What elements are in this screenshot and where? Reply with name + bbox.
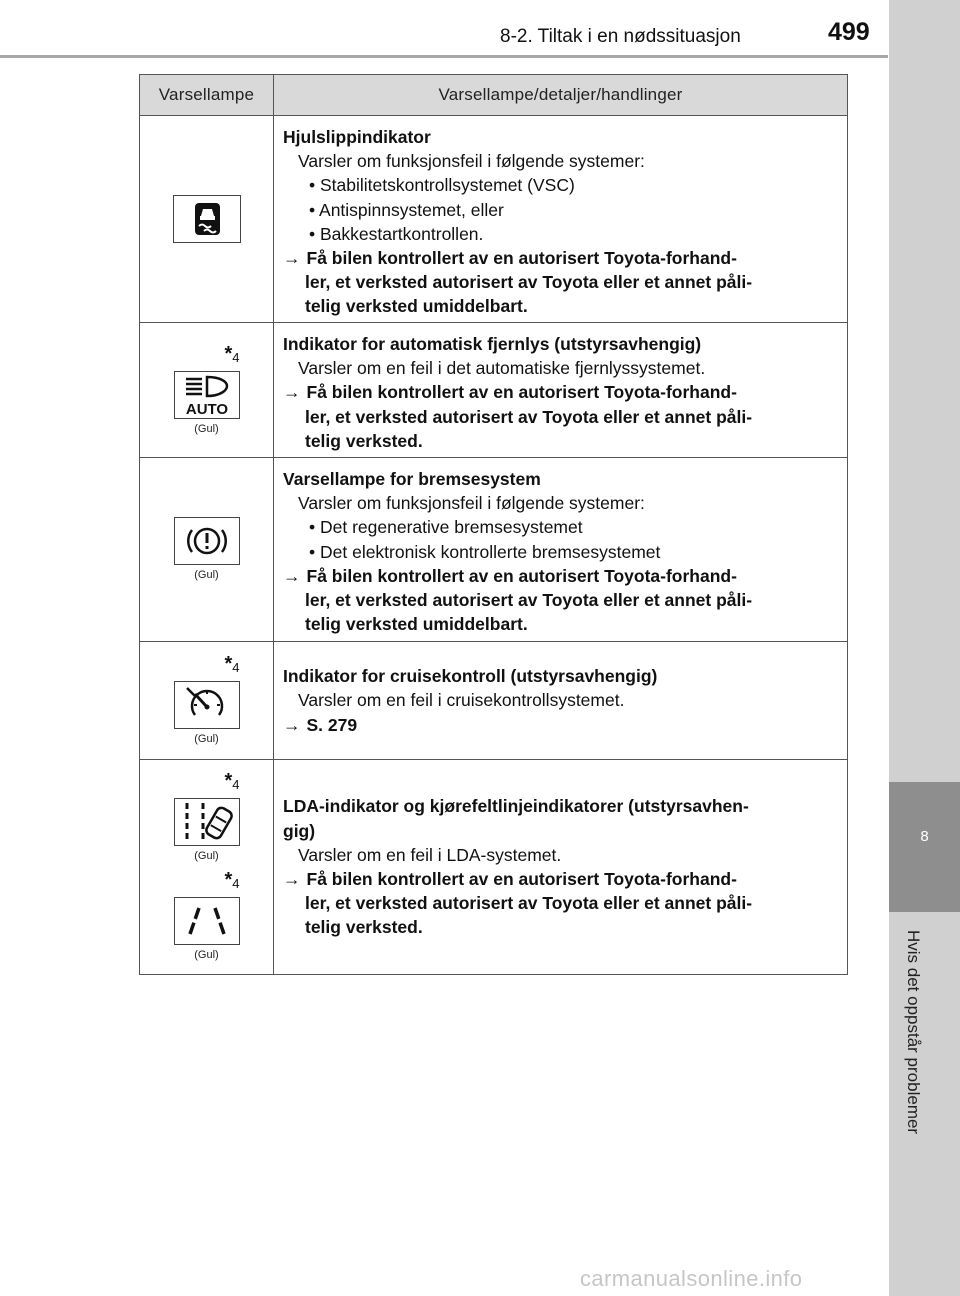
footnote-marker: $*_4$ xyxy=(224,342,240,365)
footnote-marker: $*_4$ xyxy=(224,869,240,891)
page-number: 499 xyxy=(828,18,870,46)
action-line: ler, et verksted autorisert av Toyota eller et annet påli- xyxy=(305,893,753,914)
lda-indicator-icon xyxy=(174,798,240,846)
header-divider xyxy=(0,55,888,58)
action-line: telig verksted umiddelbart. xyxy=(305,614,528,635)
action-line: telig verksted umiddelbart. xyxy=(305,296,528,317)
list-item: • Stabilitetskontrollsystemet (VSC) xyxy=(309,175,575,196)
arrow-icon: → xyxy=(283,565,301,586)
footnote-marker: $*_4$ xyxy=(224,653,240,675)
row-intro: Varsler om funksjonsfeil i følgende systemer: xyxy=(298,151,645,172)
chapter-number: 8 xyxy=(920,828,929,845)
lamp-cell xyxy=(140,642,274,760)
action-line xyxy=(283,867,837,891)
table-row xyxy=(140,760,848,975)
action-line xyxy=(283,380,837,404)
footnote-marker: $*_4$ xyxy=(224,770,240,792)
list-item: • Det regenerative bremsesystemet xyxy=(309,517,583,538)
description-cell xyxy=(274,760,848,975)
lane-lines-icon xyxy=(174,897,240,945)
action-text: Få bilen kontrollert av en autorisert Toyota-forhand- xyxy=(306,248,737,269)
table-header-row xyxy=(140,75,848,116)
chapter-title: Hvis det oppstår problemer xyxy=(904,930,923,1135)
lamp-cell xyxy=(140,323,274,458)
table-row xyxy=(140,116,848,323)
row-title: Indikator for cruisekontroll (utstyrsavhengig) xyxy=(283,666,658,687)
action-line: ler, et verksted autorisert av Toyota eller et annet påli- xyxy=(305,590,753,611)
action-line xyxy=(283,246,837,270)
skid-indicator-icon xyxy=(173,195,241,243)
action-line: telig verksted. xyxy=(305,917,423,938)
color-label: (Gul) xyxy=(194,733,219,745)
brake-system-icon xyxy=(174,517,240,565)
column-header-lamp: Varsellampe xyxy=(140,75,274,116)
row-title: gig) xyxy=(283,820,316,841)
svg-text:AUTO: AUTO xyxy=(185,400,228,418)
table-row xyxy=(140,458,848,642)
color-label: (Gul) xyxy=(194,850,219,862)
description-cell xyxy=(274,642,848,760)
row-title: LDA-indikator og kjørefeltlinjeindikatorer (utstyrsavhen- xyxy=(283,796,749,817)
lamp-cell xyxy=(140,116,274,323)
auto-high-beam-icon xyxy=(174,371,240,419)
section-title: 8-2. Tiltak i en nødssituasjon xyxy=(500,26,741,47)
lamp-cell xyxy=(140,458,274,642)
arrow-icon: → xyxy=(283,869,301,889)
arrow-icon: → xyxy=(283,714,301,735)
page-reference: S. 279 xyxy=(306,714,358,735)
warning-lamp-table xyxy=(139,74,848,975)
arrow-icon: → xyxy=(283,382,301,403)
action-line xyxy=(283,564,837,588)
action-text: Få bilen kontrollert av en autorisert Toyota-forhand- xyxy=(306,382,737,403)
color-label: (Gul) xyxy=(194,568,219,581)
column-header-details: Varsellampe/detaljer/handlinger xyxy=(274,75,848,116)
action-line: ler, et verksted autorisert av Toyota eller et annet påli- xyxy=(305,406,753,427)
watermark: carmanualsonline.info xyxy=(580,1266,803,1291)
action-line xyxy=(283,713,837,737)
list-item: • Det elektronisk kontrollerte bremsesystemet xyxy=(309,541,661,562)
color-label: (Gul) xyxy=(194,422,219,435)
list-item: • Bakkestartkontrollen. xyxy=(309,223,484,244)
cruise-control-icon xyxy=(174,681,240,729)
description-cell xyxy=(274,116,848,323)
row-title: Indikator for automatisk fjernlys (utstyrsavhengig) xyxy=(283,334,702,354)
description-cell xyxy=(274,323,848,458)
arrow-icon: → xyxy=(283,248,301,269)
action-text: Få bilen kontrollert av en autorisert Toyota-forhand- xyxy=(306,565,737,586)
row-intro: Varsler om en feil i LDA-systemet. xyxy=(298,844,562,865)
action-text: Få bilen kontrollert av en autorisert Toyota-forhand- xyxy=(306,869,737,889)
row-intro: Varsler om en feil i cruisekontrollsystemet. xyxy=(298,690,625,711)
row-intro: Varsler om funksjonsfeil i følgende systemer: xyxy=(298,493,645,514)
row-title: Hjulslippindikator xyxy=(283,127,431,147)
row-intro: Varsler om en feil i det automatiske fjernlyssystemet. xyxy=(298,358,706,379)
lamp-cell xyxy=(140,760,274,975)
row-title: Varsellampe for bremsesystem xyxy=(283,469,541,489)
table-row xyxy=(140,642,848,760)
action-line: telig verksted. xyxy=(305,430,423,451)
action-line: ler, et verksted autorisert av Toyota eller et annet påli- xyxy=(305,272,753,293)
list-item: • Antispinnsystemet, eller xyxy=(309,199,504,220)
description-cell xyxy=(274,458,848,642)
chapter-tab-active xyxy=(889,782,960,912)
color-label: (Gul) xyxy=(194,949,219,961)
table-row xyxy=(140,323,848,458)
